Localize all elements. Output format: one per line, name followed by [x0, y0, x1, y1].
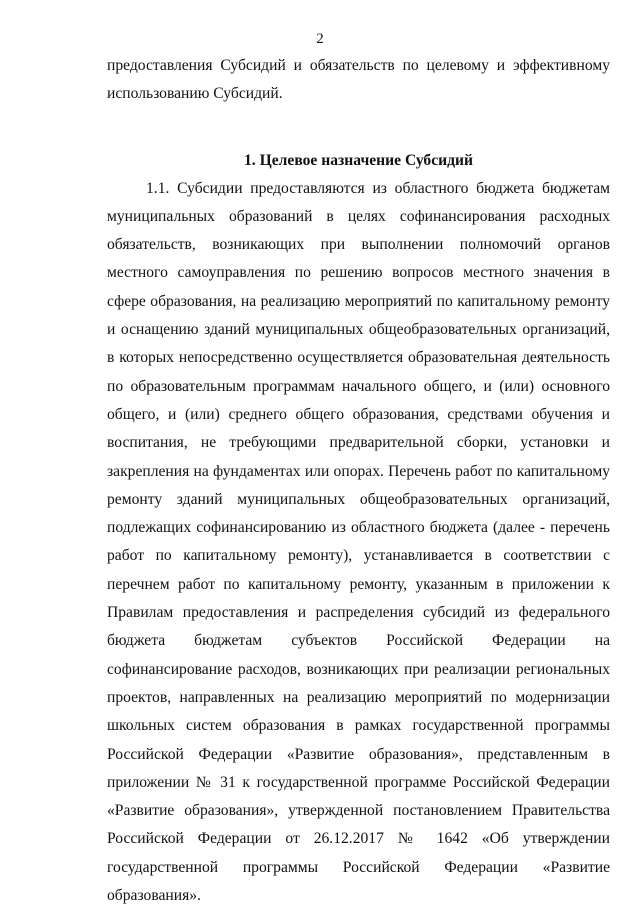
section-heading: 1. Целевое назначение Субсидий: [244, 151, 473, 169]
page-number: 2: [316, 31, 324, 47]
intro-paragraph: предоставления Субсидий и обязательств по целевому и эффективному использованию Субсидий.: [107, 57, 610, 103]
paragraph-1-1: 1.1. Субсидии предоставляются из областного бюджета бюджетам муниципальных образований в целях софинансирования расходных обязательств, возникающих при выполнении полномочий органов местного самоуправления по решению вопросов местного значения в сфере образования, на реализацию мероприятий по капитальному ремонту и оснащению зданий муниципальных общеобразовательных организаций, в которых непосредственно осуществляется образовательная деятельность по образовательным программам начального общего, и (или) основного общего, и (или) среднего общего образования, средствами обучения и воспитания, не требующими предварительной сборки, установки и закрепления на фундаментах или опорах. Перечень работ по капитальному ремонту зданий муниципальных общеобразовательных организаций, подлежащих софинансированию из областного бюджета (далее - перечень работ по капитальному ремонту), устанавливается в соответствии с перечнем работ по капитальному ремонту, указанным в приложении к Правилам предоставления и распределения субсидий из федерального бюджета бюджетам субъектов Российской Федерации на софинансирование расходов, возникающих при реализации региональных проектов, направленных на реализацию мероприятий по модернизации школьных систем образования в рамках государственной программы Российской Федерации «Развитие образования», представленным в приложении № 31 к государственной программе Российской Федерации «Развитие образования», утвержденной постановлением Правительства Российской Федерации от 26.12.2017 № 1642 «Об утверждении государственной программы Российской Федерации «Развитие образования».: [107, 179, 610, 905]
document-body: [107, 52, 610, 910]
